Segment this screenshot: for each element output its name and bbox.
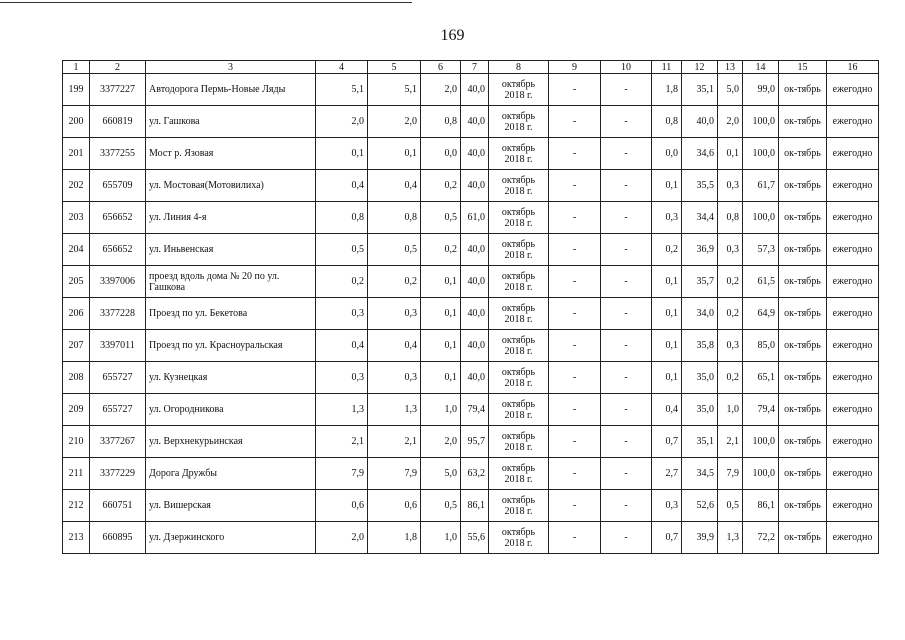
period-cell: октябрь 2018 г.: [489, 330, 549, 362]
row-number-cell: 211: [63, 458, 90, 490]
road-name-cell: Дорога Дружбы: [146, 458, 316, 490]
row-number-cell: 210: [63, 426, 90, 458]
column-number-header: 7: [461, 61, 489, 74]
month-cell: ок-тябрь: [779, 234, 827, 266]
col13-cell: 2,1: [718, 426, 743, 458]
col9-cell: -: [549, 522, 601, 554]
row-number-cell: 203: [63, 202, 90, 234]
road-code-cell: 3377255: [90, 138, 146, 170]
col6-cell: 0,2: [421, 234, 461, 266]
col12-cell: 52,6: [682, 490, 718, 522]
month-cell: ок-тябрь: [779, 394, 827, 426]
col6-cell: 0,8: [421, 106, 461, 138]
col14-cell: 79,4: [743, 394, 779, 426]
column-number-header: 4: [316, 61, 368, 74]
col9-cell: -: [549, 170, 601, 202]
month-cell: ок-тябрь: [779, 426, 827, 458]
month-cell: ок-тябрь: [779, 266, 827, 298]
period-cell: октябрь 2018 г.: [489, 138, 549, 170]
row-number-cell: 209: [63, 394, 90, 426]
page-number: 169: [440, 27, 465, 44]
col6-cell: 0,2: [421, 170, 461, 202]
col4-cell: 1,3: [316, 394, 368, 426]
road-name-cell: Мост р. Язовая: [146, 138, 316, 170]
row-number-cell: 202: [63, 170, 90, 202]
col4-cell: 0,4: [316, 170, 368, 202]
frequency-cell: ежегодно: [827, 170, 879, 202]
table-row: [63, 106, 879, 138]
col10-cell: -: [601, 426, 652, 458]
col6-cell: 0,5: [421, 490, 461, 522]
column-number-header: 10: [601, 61, 652, 74]
col14-cell: 86,1: [743, 490, 779, 522]
col10-cell: -: [601, 362, 652, 394]
col4-cell: 0,1: [316, 138, 368, 170]
table-row: [63, 138, 879, 170]
col14-cell: 65,1: [743, 362, 779, 394]
col7-cell: 40,0: [461, 266, 489, 298]
col4-cell: 0,4: [316, 330, 368, 362]
col6-cell: 1,0: [421, 522, 461, 554]
col9-cell: -: [549, 74, 601, 106]
col10-cell: -: [601, 522, 652, 554]
col12-cell: 34,5: [682, 458, 718, 490]
col14-cell: 85,0: [743, 330, 779, 362]
road-code-cell: 3377228: [90, 298, 146, 330]
table-row: [63, 266, 879, 298]
data-table: [62, 60, 879, 554]
col7-cell: 40,0: [461, 74, 489, 106]
col9-cell: -: [549, 394, 601, 426]
row-number-cell: 207: [63, 330, 90, 362]
period-cell: октябрь 2018 г.: [489, 490, 549, 522]
col4-cell: 2,0: [316, 106, 368, 138]
col11-cell: 0,3: [652, 490, 682, 522]
road-name-cell: проезд вдоль дома № 20 по ул. Гашкова: [146, 266, 316, 298]
table-row: [63, 522, 879, 554]
col13-cell: 1,3: [718, 522, 743, 554]
col9-cell: -: [549, 234, 601, 266]
period-cell: октябрь 2018 г.: [489, 298, 549, 330]
table-row: [63, 362, 879, 394]
road-code-cell: 3397006: [90, 266, 146, 298]
table-row: [63, 330, 879, 362]
col13-cell: 1,0: [718, 394, 743, 426]
month-cell: ок-тябрь: [779, 138, 827, 170]
month-cell: ок-тябрь: [779, 362, 827, 394]
period-cell: октябрь 2018 г.: [489, 202, 549, 234]
col12-cell: 39,9: [682, 522, 718, 554]
col5-cell: 0,2: [368, 266, 421, 298]
road-code-cell: 656652: [90, 202, 146, 234]
month-cell: ок-тябрь: [779, 202, 827, 234]
frequency-cell: ежегодно: [827, 298, 879, 330]
col6-cell: 0,1: [421, 362, 461, 394]
col6-cell: 0,1: [421, 266, 461, 298]
table-row: [63, 394, 879, 426]
col14-cell: 64,9: [743, 298, 779, 330]
month-cell: ок-тябрь: [779, 106, 827, 138]
road-code-cell: 660895: [90, 522, 146, 554]
month-cell: ок-тябрь: [779, 522, 827, 554]
col7-cell: 40,0: [461, 170, 489, 202]
column-number-header: 6: [421, 61, 461, 74]
col9-cell: -: [549, 362, 601, 394]
road-code-cell: 3377227: [90, 74, 146, 106]
row-number-cell: 213: [63, 522, 90, 554]
frequency-cell: ежегодно: [827, 106, 879, 138]
row-number-cell: 200: [63, 106, 90, 138]
col12-cell: 34,6: [682, 138, 718, 170]
col4-cell: 0,6: [316, 490, 368, 522]
row-number-cell: 208: [63, 362, 90, 394]
table-row: [63, 202, 879, 234]
col7-cell: 40,0: [461, 330, 489, 362]
col13-cell: 5,0: [718, 74, 743, 106]
row-number-cell: 212: [63, 490, 90, 522]
col5-cell: 0,4: [368, 170, 421, 202]
month-cell: ок-тябрь: [779, 298, 827, 330]
road-name-cell: ул. Вишерская: [146, 490, 316, 522]
col13-cell: 2,0: [718, 106, 743, 138]
frequency-cell: ежегодно: [827, 74, 879, 106]
col13-cell: 0,1: [718, 138, 743, 170]
row-number-cell: 199: [63, 74, 90, 106]
table-row: [63, 426, 879, 458]
col5-cell: 0,6: [368, 490, 421, 522]
column-number-header: 11: [652, 61, 682, 74]
col11-cell: 0,0: [652, 138, 682, 170]
col14-cell: 61,7: [743, 170, 779, 202]
month-cell: ок-тябрь: [779, 330, 827, 362]
col11-cell: 0,1: [652, 266, 682, 298]
col7-cell: 40,0: [461, 298, 489, 330]
road-code-cell: 655727: [90, 362, 146, 394]
col5-cell: 0,4: [368, 330, 421, 362]
col12-cell: 35,7: [682, 266, 718, 298]
col10-cell: -: [601, 202, 652, 234]
col4-cell: 0,3: [316, 298, 368, 330]
col9-cell: -: [549, 266, 601, 298]
col5-cell: 0,5: [368, 234, 421, 266]
column-number-header: 5: [368, 61, 421, 74]
column-number-header: 14: [743, 61, 779, 74]
col7-cell: 95,7: [461, 426, 489, 458]
table-body: [63, 74, 879, 554]
month-cell: ок-тябрь: [779, 458, 827, 490]
row-number-cell: 201: [63, 138, 90, 170]
col7-cell: 63,2: [461, 458, 489, 490]
col5-cell: 1,8: [368, 522, 421, 554]
col9-cell: -: [549, 490, 601, 522]
col6-cell: 2,0: [421, 426, 461, 458]
col4-cell: 7,9: [316, 458, 368, 490]
road-name-cell: ул. Линия 4-я: [146, 202, 316, 234]
col14-cell: 100,0: [743, 202, 779, 234]
col10-cell: -: [601, 234, 652, 266]
col4-cell: 0,2: [316, 266, 368, 298]
road-name-cell: Проезд по ул. Красноуральская: [146, 330, 316, 362]
col10-cell: -: [601, 266, 652, 298]
period-cell: октябрь 2018 г.: [489, 522, 549, 554]
col7-cell: 61,0: [461, 202, 489, 234]
col10-cell: -: [601, 458, 652, 490]
col10-cell: -: [601, 170, 652, 202]
col6-cell: 1,0: [421, 394, 461, 426]
col11-cell: 1,8: [652, 74, 682, 106]
col12-cell: 35,5: [682, 170, 718, 202]
col12-cell: 40,0: [682, 106, 718, 138]
road-code-cell: 3397011: [90, 330, 146, 362]
road-name-cell: ул. Верхнекурьинская: [146, 426, 316, 458]
column-number-header: 15: [779, 61, 827, 74]
period-cell: октябрь 2018 г.: [489, 74, 549, 106]
col10-cell: -: [601, 490, 652, 522]
col10-cell: -: [601, 106, 652, 138]
col9-cell: -: [549, 426, 601, 458]
period-cell: октябрь 2018 г.: [489, 106, 549, 138]
row-number-cell: 205: [63, 266, 90, 298]
frequency-cell: ежегодно: [827, 202, 879, 234]
col12-cell: 35,0: [682, 362, 718, 394]
column-number-header: 16: [827, 61, 879, 74]
col5-cell: 2,0: [368, 106, 421, 138]
col11-cell: 0,2: [652, 234, 682, 266]
month-cell: ок-тябрь: [779, 74, 827, 106]
col14-cell: 100,0: [743, 138, 779, 170]
col14-cell: 61,5: [743, 266, 779, 298]
col13-cell: 0,3: [718, 330, 743, 362]
period-cell: октябрь 2018 г.: [489, 426, 549, 458]
col7-cell: 55,6: [461, 522, 489, 554]
period-cell: октябрь 2018 г.: [489, 266, 549, 298]
frequency-cell: ежегодно: [827, 266, 879, 298]
col12-cell: 35,0: [682, 394, 718, 426]
col14-cell: 100,0: [743, 106, 779, 138]
frequency-cell: ежегодно: [827, 426, 879, 458]
road-code-cell: 3377267: [90, 426, 146, 458]
frequency-cell: ежегодно: [827, 330, 879, 362]
road-name-cell: ул. Иньвенская: [146, 234, 316, 266]
road-name-cell: ул. Мостовая(Мотовилиха): [146, 170, 316, 202]
col14-cell: 100,0: [743, 426, 779, 458]
col10-cell: -: [601, 394, 652, 426]
table-row: [63, 74, 879, 106]
col12-cell: 35,1: [682, 426, 718, 458]
row-number-cell: 204: [63, 234, 90, 266]
col7-cell: 40,0: [461, 234, 489, 266]
col13-cell: 0,5: [718, 490, 743, 522]
col12-cell: 35,1: [682, 74, 718, 106]
table-row: [63, 490, 879, 522]
col4-cell: 0,3: [316, 362, 368, 394]
col6-cell: 0,1: [421, 298, 461, 330]
month-cell: ок-тябрь: [779, 170, 827, 202]
col11-cell: 0,1: [652, 298, 682, 330]
col4-cell: 2,0: [316, 522, 368, 554]
col11-cell: 0,8: [652, 106, 682, 138]
col4-cell: 0,8: [316, 202, 368, 234]
road-name-cell: Автодорога Пермь-Новые Ляды: [146, 74, 316, 106]
col4-cell: 0,5: [316, 234, 368, 266]
col13-cell: 7,9: [718, 458, 743, 490]
col6-cell: 0,5: [421, 202, 461, 234]
col13-cell: 0,2: [718, 362, 743, 394]
frequency-cell: ежегодно: [827, 458, 879, 490]
month-cell: ок-тябрь: [779, 490, 827, 522]
col11-cell: 0,7: [652, 426, 682, 458]
col5-cell: 0,3: [368, 298, 421, 330]
col9-cell: -: [549, 458, 601, 490]
col7-cell: 79,4: [461, 394, 489, 426]
col14-cell: 100,0: [743, 458, 779, 490]
road-name-cell: ул. Кузнецкая: [146, 362, 316, 394]
period-cell: октябрь 2018 г.: [489, 394, 549, 426]
col5-cell: 7,9: [368, 458, 421, 490]
col7-cell: 40,0: [461, 362, 489, 394]
col12-cell: 35,8: [682, 330, 718, 362]
col12-cell: 34,0: [682, 298, 718, 330]
column-number-header: 12: [682, 61, 718, 74]
header-row: [63, 61, 879, 74]
frequency-cell: ежегодно: [827, 522, 879, 554]
col9-cell: -: [549, 138, 601, 170]
frequency-cell: ежегодно: [827, 234, 879, 266]
frequency-cell: ежегодно: [827, 394, 879, 426]
col14-cell: 57,3: [743, 234, 779, 266]
col10-cell: -: [601, 138, 652, 170]
col6-cell: 5,0: [421, 458, 461, 490]
col11-cell: 0,1: [652, 330, 682, 362]
table-row: [63, 234, 879, 266]
table-row: [63, 298, 879, 330]
road-code-cell: 656652: [90, 234, 146, 266]
col6-cell: 0,1: [421, 330, 461, 362]
top-rule: [0, 2, 412, 3]
col13-cell: 0,2: [718, 298, 743, 330]
col5-cell: 5,1: [368, 74, 421, 106]
road-code-cell: 660819: [90, 106, 146, 138]
col6-cell: 0,0: [421, 138, 461, 170]
col7-cell: 86,1: [461, 490, 489, 522]
road-code-cell: 655727: [90, 394, 146, 426]
col13-cell: 0,2: [718, 266, 743, 298]
col11-cell: 2,7: [652, 458, 682, 490]
col9-cell: -: [549, 330, 601, 362]
road-code-cell: 655709: [90, 170, 146, 202]
road-name-cell: Проезд по ул. Бекетова: [146, 298, 316, 330]
col11-cell: 0,1: [652, 362, 682, 394]
period-cell: октябрь 2018 г.: [489, 362, 549, 394]
col13-cell: 0,8: [718, 202, 743, 234]
col5-cell: 0,8: [368, 202, 421, 234]
col13-cell: 0,3: [718, 170, 743, 202]
column-number-header: 9: [549, 61, 601, 74]
col5-cell: 0,1: [368, 138, 421, 170]
col11-cell: 0,7: [652, 522, 682, 554]
column-number-header: 2: [90, 61, 146, 74]
road-name-cell: ул. Дзержинского: [146, 522, 316, 554]
col7-cell: 40,0: [461, 138, 489, 170]
period-cell: октябрь 2018 г.: [489, 458, 549, 490]
col9-cell: -: [549, 298, 601, 330]
table-row: [63, 170, 879, 202]
col14-cell: 72,2: [743, 522, 779, 554]
road-code-cell: 660751: [90, 490, 146, 522]
col11-cell: 0,1: [652, 170, 682, 202]
road-code-cell: 3377229: [90, 458, 146, 490]
col4-cell: 5,1: [316, 74, 368, 106]
road-name-cell: ул. Огородникова: [146, 394, 316, 426]
period-cell: октябрь 2018 г.: [489, 234, 549, 266]
col7-cell: 40,0: [461, 106, 489, 138]
col10-cell: -: [601, 298, 652, 330]
period-cell: октябрь 2018 г.: [489, 170, 549, 202]
column-number-header: 1: [63, 61, 90, 74]
table-row: [63, 458, 879, 490]
column-number-header: 8: [489, 61, 549, 74]
col6-cell: 2,0: [421, 74, 461, 106]
column-number-header: 13: [718, 61, 743, 74]
col9-cell: -: [549, 106, 601, 138]
col9-cell: -: [549, 202, 601, 234]
col10-cell: -: [601, 330, 652, 362]
col14-cell: 99,0: [743, 74, 779, 106]
col13-cell: 0,3: [718, 234, 743, 266]
frequency-cell: ежегодно: [827, 362, 879, 394]
col11-cell: 0,4: [652, 394, 682, 426]
column-number-header: 3: [146, 61, 316, 74]
col4-cell: 2,1: [316, 426, 368, 458]
col12-cell: 36,9: [682, 234, 718, 266]
col12-cell: 34,4: [682, 202, 718, 234]
road-name-cell: ул. Гашкова: [146, 106, 316, 138]
col5-cell: 0,3: [368, 362, 421, 394]
frequency-cell: ежегодно: [827, 490, 879, 522]
row-number-cell: 206: [63, 298, 90, 330]
col11-cell: 0,3: [652, 202, 682, 234]
col5-cell: 2,1: [368, 426, 421, 458]
col10-cell: -: [601, 74, 652, 106]
frequency-cell: ежегодно: [827, 138, 879, 170]
col5-cell: 1,3: [368, 394, 421, 426]
